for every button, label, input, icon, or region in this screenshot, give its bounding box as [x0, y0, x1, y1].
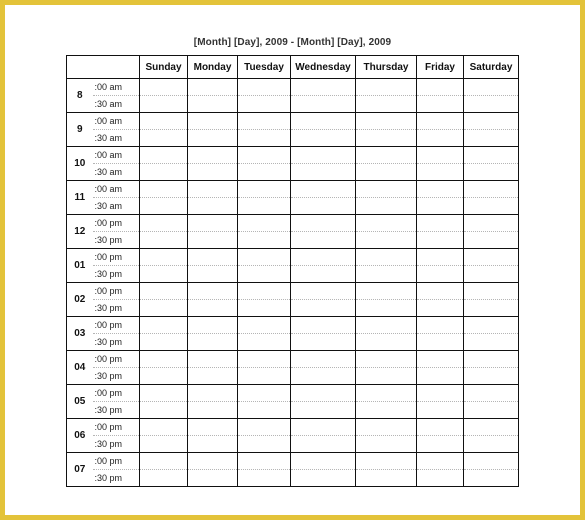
slot-label: :30 pm	[93, 368, 140, 385]
schedule-cell[interactable]	[140, 334, 188, 351]
schedule-cell[interactable]	[464, 215, 519, 232]
schedule-cell[interactable]	[238, 470, 291, 487]
slot-label: :00 am	[93, 181, 140, 198]
schedule-cell[interactable]	[356, 164, 417, 181]
schedule-cell[interactable]	[238, 283, 291, 300]
schedule-cell[interactable]	[417, 232, 464, 249]
slot-label: :30 pm	[93, 402, 140, 419]
slot-label: :00 pm	[93, 317, 140, 334]
time-slot-row	[67, 130, 519, 147]
schedule-cell[interactable]	[356, 470, 417, 487]
schedule-cell[interactable]	[188, 334, 238, 351]
time-slot-row	[67, 334, 519, 351]
time-slot-row	[67, 113, 519, 130]
schedule-cell[interactable]	[291, 419, 356, 436]
schedule-cell[interactable]	[238, 113, 291, 130]
schedule-cell[interactable]	[238, 419, 291, 436]
slot-label: :00 pm	[93, 351, 140, 368]
schedule-cell[interactable]	[417, 334, 464, 351]
time-slot-row	[67, 368, 519, 385]
schedule-cell[interactable]	[417, 436, 464, 453]
schedule-cell[interactable]	[417, 419, 464, 436]
hour-label: 06	[67, 419, 93, 453]
time-slot-row	[67, 198, 519, 215]
hour-label: 11	[67, 181, 93, 215]
schedule-cell[interactable]	[140, 181, 188, 198]
schedule-cell[interactable]	[291, 470, 356, 487]
schedule-cell[interactable]	[464, 436, 519, 453]
slot-label: :00 pm	[93, 249, 140, 266]
schedule-cell[interactable]	[417, 317, 464, 334]
hour-label: 05	[67, 385, 93, 419]
schedule-cell[interactable]	[291, 249, 356, 266]
schedule-cell[interactable]	[291, 334, 356, 351]
schedule-cell[interactable]	[188, 130, 238, 147]
schedule-cell[interactable]	[464, 300, 519, 317]
schedule-cell[interactable]	[238, 96, 291, 113]
time-slot-row	[67, 470, 519, 487]
schedule-cell[interactable]	[140, 402, 188, 419]
schedule-cell[interactable]	[356, 368, 417, 385]
time-slot-row	[67, 436, 519, 453]
schedule-cell[interactable]	[464, 232, 519, 249]
schedule-cell[interactable]	[356, 232, 417, 249]
schedule-cell[interactable]	[140, 385, 188, 402]
slot-label: :30 pm	[93, 232, 140, 249]
slot-label: :30 am	[93, 198, 140, 215]
schedule-cell[interactable]	[356, 351, 417, 368]
schedule-cell[interactable]	[188, 351, 238, 368]
schedule-cell[interactable]	[140, 419, 188, 436]
schedule-cell[interactable]	[238, 436, 291, 453]
schedule-cell[interactable]	[356, 436, 417, 453]
time-slot-row	[67, 181, 519, 198]
schedule-cell[interactable]	[238, 249, 291, 266]
schedule-cell[interactable]	[417, 113, 464, 130]
schedule-cell[interactable]	[238, 351, 291, 368]
schedule-cell[interactable]	[356, 283, 417, 300]
hour-label: 10	[67, 147, 93, 181]
schedule-cell[interactable]	[464, 402, 519, 419]
schedule-cell[interactable]	[417, 351, 464, 368]
schedule-cell[interactable]	[238, 164, 291, 181]
schedule-cell[interactable]	[238, 368, 291, 385]
schedule-cell[interactable]	[291, 266, 356, 283]
schedule-cell[interactable]	[464, 368, 519, 385]
schedule-cell[interactable]	[140, 266, 188, 283]
schedule-cell[interactable]	[291, 147, 356, 164]
schedule-cell[interactable]	[188, 113, 238, 130]
schedule-cell[interactable]	[291, 351, 356, 368]
schedule-cell[interactable]	[356, 215, 417, 232]
slot-label: :00 am	[93, 113, 140, 130]
time-slot-row	[67, 164, 519, 181]
hour-label: 9	[67, 113, 93, 147]
time-slot-row	[67, 266, 519, 283]
schedule-cell[interactable]	[417, 198, 464, 215]
schedule-cell[interactable]	[464, 470, 519, 487]
schedule-cell[interactable]	[291, 300, 356, 317]
schedule-cell[interactable]	[291, 130, 356, 147]
schedule-cell[interactable]	[356, 334, 417, 351]
schedule-cell[interactable]	[464, 198, 519, 215]
schedule-cell[interactable]	[464, 147, 519, 164]
schedule-cell[interactable]	[417, 402, 464, 419]
time-slot-row	[67, 283, 519, 300]
schedule-cell[interactable]	[356, 79, 417, 96]
schedule-cell[interactable]	[356, 300, 417, 317]
schedule-cell[interactable]	[417, 181, 464, 198]
schedule-cell[interactable]	[291, 232, 356, 249]
slot-label: :30 am	[93, 96, 140, 113]
schedule-cell[interactable]	[464, 249, 519, 266]
schedule-cell[interactable]	[356, 385, 417, 402]
time-slot-row	[67, 402, 519, 419]
schedule-cell[interactable]	[356, 147, 417, 164]
schedule-cell[interactable]	[291, 453, 356, 470]
schedule-cell[interactable]	[188, 436, 238, 453]
schedule-cell[interactable]	[417, 249, 464, 266]
slot-label: :00 pm	[93, 385, 140, 402]
slot-label: :00 pm	[93, 453, 140, 470]
schedule-cell[interactable]	[238, 79, 291, 96]
schedule-cell[interactable]	[188, 385, 238, 402]
time-slot-row	[67, 317, 519, 334]
schedule-cell[interactable]	[238, 181, 291, 198]
schedule-cell[interactable]	[188, 96, 238, 113]
slot-label: :00 am	[93, 79, 140, 96]
hour-label: 03	[67, 317, 93, 351]
schedule-cell[interactable]	[356, 198, 417, 215]
schedule-cell[interactable]	[238, 453, 291, 470]
schedule-cell[interactable]	[356, 402, 417, 419]
schedule-cell[interactable]	[417, 164, 464, 181]
time-slot-row	[67, 385, 519, 402]
time-slot-row	[67, 249, 519, 266]
schedule-cell[interactable]	[417, 79, 464, 96]
day-header-friday: Friday	[417, 56, 464, 79]
schedule-cell[interactable]	[140, 470, 188, 487]
schedule-cell[interactable]	[464, 334, 519, 351]
hour-label: 04	[67, 351, 93, 385]
schedule-cell[interactable]	[464, 181, 519, 198]
time-slot-row	[67, 300, 519, 317]
schedule-cell[interactable]	[140, 436, 188, 453]
schedule-cell[interactable]	[188, 147, 238, 164]
schedule-cell[interactable]	[417, 470, 464, 487]
weekly-schedule-table	[66, 55, 519, 487]
schedule-cell[interactable]	[464, 317, 519, 334]
schedule-cell[interactable]	[356, 419, 417, 436]
schedule-cell[interactable]	[188, 164, 238, 181]
schedule-cell[interactable]	[291, 402, 356, 419]
schedule-cell[interactable]	[417, 266, 464, 283]
slot-label: :30 pm	[93, 300, 140, 317]
slot-label: :00 am	[93, 147, 140, 164]
schedule-cell[interactable]	[291, 317, 356, 334]
schedule-body	[67, 79, 519, 487]
schedule-cell[interactable]	[356, 453, 417, 470]
schedule-cell[interactable]	[140, 130, 188, 147]
schedule-cell[interactable]	[464, 266, 519, 283]
schedule-cell[interactable]	[188, 419, 238, 436]
schedule-cell[interactable]	[291, 283, 356, 300]
schedule-cell[interactable]	[417, 147, 464, 164]
schedule-cell[interactable]	[356, 249, 417, 266]
schedule-cell[interactable]	[356, 266, 417, 283]
schedule-cell[interactable]	[291, 79, 356, 96]
schedule-cell[interactable]	[140, 368, 188, 385]
hour-label: 01	[67, 249, 93, 283]
slot-label: :30 pm	[93, 436, 140, 453]
schedule-cell[interactable]	[464, 419, 519, 436]
schedule-cell[interactable]	[417, 215, 464, 232]
schedule-cell[interactable]	[140, 249, 188, 266]
schedule-cell[interactable]	[291, 368, 356, 385]
day-header-wednesday: Wednesday	[291, 56, 356, 79]
schedule-cell[interactable]	[356, 130, 417, 147]
time-slot-row	[67, 232, 519, 249]
schedule-cell[interactable]	[188, 215, 238, 232]
day-header-row	[67, 56, 519, 79]
hour-label: 12	[67, 215, 93, 249]
schedule-title: [Month] [Day], 2009 - [Month] [Day], 2009	[193, 37, 392, 48]
schedule-cell[interactable]	[238, 317, 291, 334]
day-header-thursday: Thursday	[356, 56, 417, 79]
schedule-cell[interactable]	[464, 283, 519, 300]
hour-label: 8	[67, 79, 93, 113]
schedule-cell[interactable]	[188, 402, 238, 419]
time-slot-row	[67, 419, 519, 436]
schedule-cell[interactable]	[464, 453, 519, 470]
schedule-cell[interactable]	[140, 283, 188, 300]
time-slot-row	[67, 215, 519, 232]
slot-label: :30 pm	[93, 470, 140, 487]
schedule-cell[interactable]	[464, 79, 519, 96]
schedule-cell[interactable]	[140, 96, 188, 113]
schedule-cell[interactable]	[417, 385, 464, 402]
slot-label: :30 pm	[93, 266, 140, 283]
schedule-cell[interactable]	[188, 470, 238, 487]
schedule-cell[interactable]	[464, 113, 519, 130]
schedule-cell[interactable]	[356, 181, 417, 198]
schedule-cell[interactable]	[188, 266, 238, 283]
schedule-cell[interactable]	[140, 198, 188, 215]
schedule-cell[interactable]	[464, 96, 519, 113]
schedule-cell[interactable]	[356, 113, 417, 130]
slot-label: :30 am	[93, 164, 140, 181]
schedule-cell[interactable]	[291, 96, 356, 113]
schedule-cell[interactable]	[238, 147, 291, 164]
time-slot-row	[67, 96, 519, 113]
schedule-cell[interactable]	[464, 351, 519, 368]
schedule-cell[interactable]	[238, 334, 291, 351]
schedule-cell[interactable]	[140, 453, 188, 470]
schedule-cell[interactable]	[464, 385, 519, 402]
schedule-cell[interactable]	[464, 130, 519, 147]
schedule-cell[interactable]	[188, 300, 238, 317]
schedule-cell[interactable]	[140, 300, 188, 317]
day-header-sunday: Sunday	[140, 56, 188, 79]
schedule-cell[interactable]	[238, 266, 291, 283]
day-header-saturday: Saturday	[464, 56, 519, 79]
schedule-cell[interactable]	[291, 215, 356, 232]
schedule-cell[interactable]	[140, 317, 188, 334]
schedule-cell[interactable]	[188, 232, 238, 249]
schedule-cell[interactable]	[417, 130, 464, 147]
time-slot-row	[67, 351, 519, 368]
schedule-cell[interactable]	[291, 113, 356, 130]
schedule-cell[interactable]	[140, 164, 188, 181]
schedule-cell[interactable]	[291, 436, 356, 453]
schedule-cell[interactable]	[417, 96, 464, 113]
schedule-cell[interactable]	[238, 198, 291, 215]
schedule-cell[interactable]	[238, 232, 291, 249]
schedule-cell[interactable]	[188, 79, 238, 96]
schedule-cell[interactable]	[417, 368, 464, 385]
schedule-cell[interactable]	[188, 198, 238, 215]
schedule-cell[interactable]	[140, 232, 188, 249]
hour-label: 07	[67, 453, 93, 487]
schedule-cell[interactable]	[417, 283, 464, 300]
schedule-cell[interactable]	[417, 453, 464, 470]
slot-label: :30 pm	[93, 334, 140, 351]
schedule-cell[interactable]	[238, 402, 291, 419]
schedule-cell[interactable]	[291, 198, 356, 215]
time-slot-row	[67, 453, 519, 470]
schedule-cell[interactable]	[291, 181, 356, 198]
schedule-cell[interactable]	[188, 181, 238, 198]
schedule-cell[interactable]	[291, 385, 356, 402]
schedule-cell[interactable]	[238, 300, 291, 317]
schedule-cell[interactable]	[140, 79, 188, 96]
schedule-cell[interactable]	[356, 96, 417, 113]
slot-label: :30 am	[93, 130, 140, 147]
schedule-cell[interactable]	[464, 164, 519, 181]
schedule-cell[interactable]	[188, 283, 238, 300]
time-slot-row	[67, 147, 519, 164]
schedule-cell[interactable]	[188, 453, 238, 470]
schedule-cell[interactable]	[291, 164, 356, 181]
schedule-cell[interactable]	[140, 351, 188, 368]
day-header-tuesday: Tuesday	[238, 56, 291, 79]
schedule-cell[interactable]	[140, 113, 188, 130]
slot-label: :00 pm	[93, 215, 140, 232]
schedule-cell[interactable]	[140, 215, 188, 232]
hour-label: 02	[67, 283, 93, 317]
slot-label: :00 pm	[93, 283, 140, 300]
schedule-cell[interactable]	[188, 317, 238, 334]
slot-label: :00 pm	[93, 419, 140, 436]
corner-cell	[67, 56, 140, 79]
schedule-cell[interactable]	[140, 147, 188, 164]
day-header-monday: Monday	[188, 56, 238, 79]
schedule-cell[interactable]	[238, 130, 291, 147]
schedule-cell[interactable]	[238, 215, 291, 232]
schedule-cell[interactable]	[188, 249, 238, 266]
schedule-cell[interactable]	[417, 300, 464, 317]
schedule-cell[interactable]	[356, 317, 417, 334]
schedule-cell[interactable]	[238, 385, 291, 402]
schedule-cell[interactable]	[188, 368, 238, 385]
time-slot-row	[67, 79, 519, 96]
